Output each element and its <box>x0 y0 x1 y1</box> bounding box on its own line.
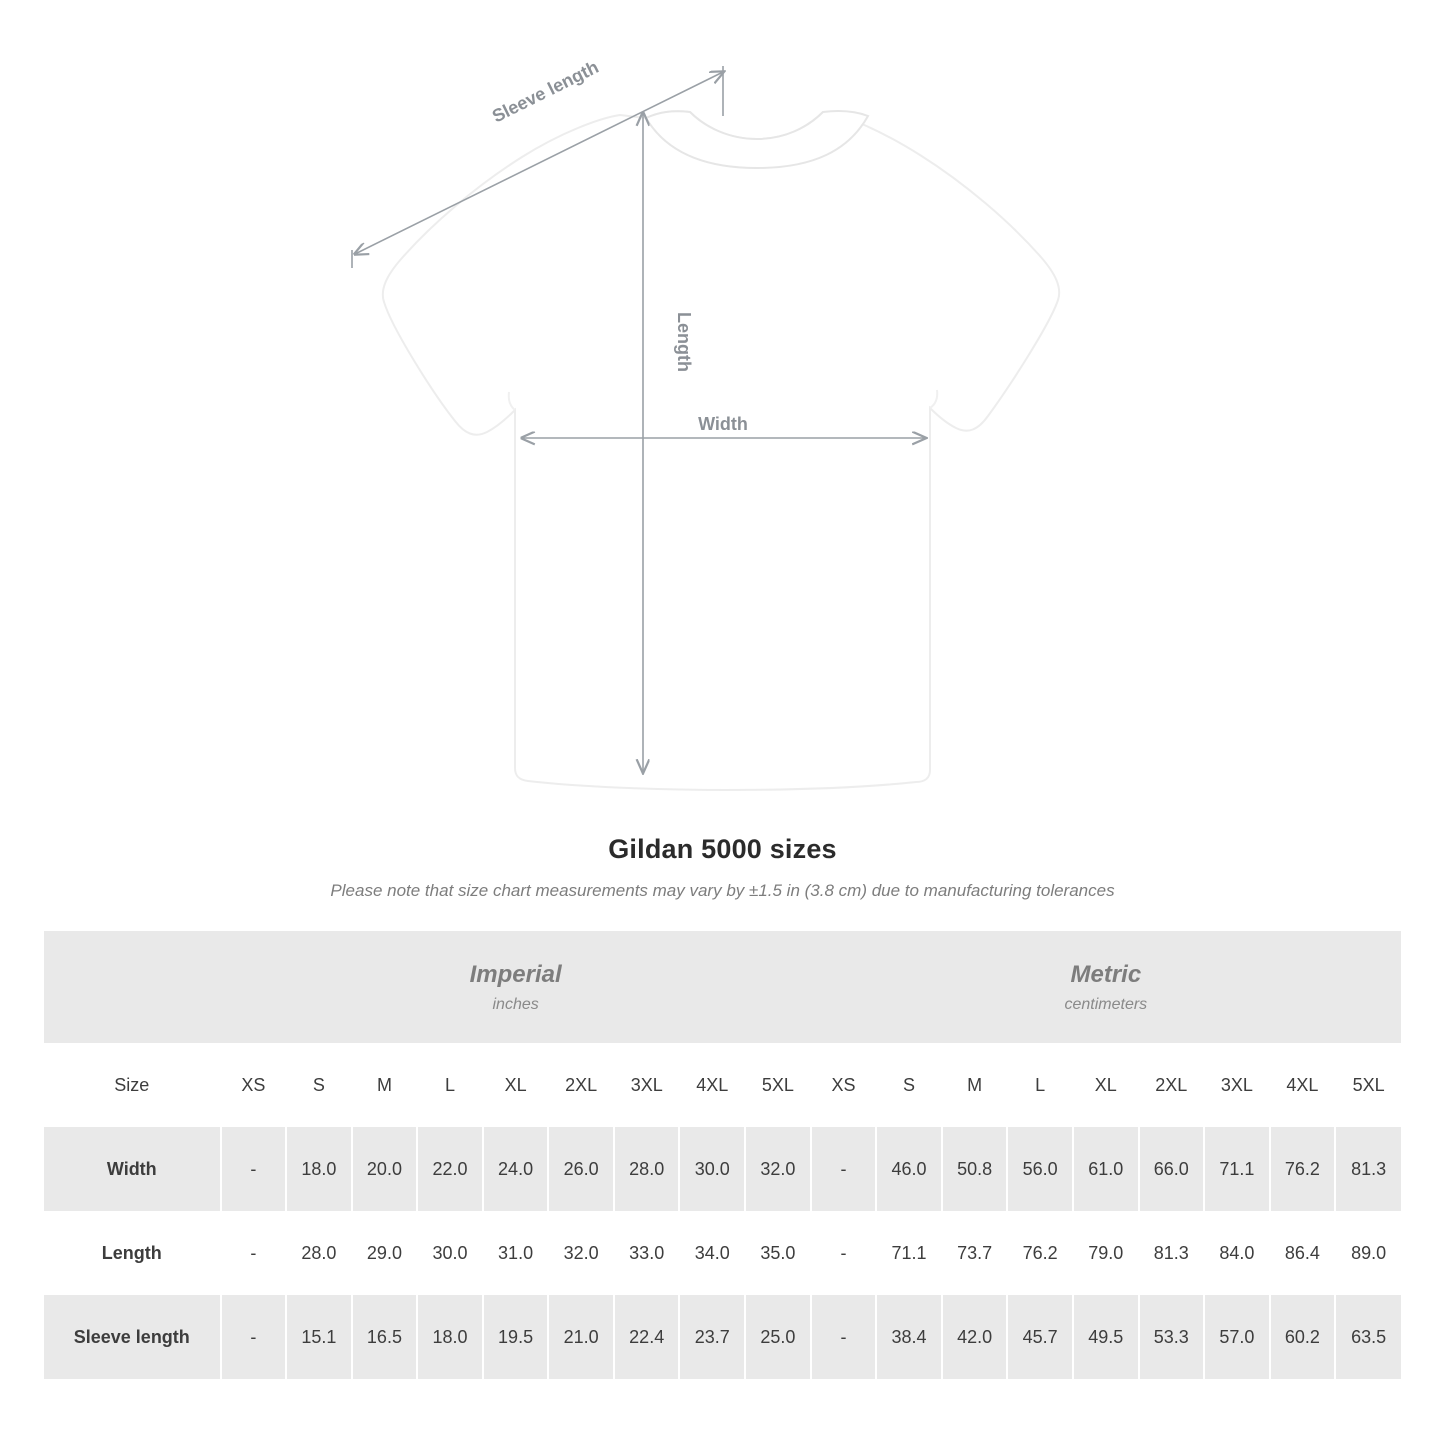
cell-width-met-1: 46.0 <box>876 1127 942 1211</box>
cell-width-met-4: 61.0 <box>1073 1127 1139 1211</box>
cell-width-met-8: 81.3 <box>1335 1127 1401 1211</box>
size-header-imp-5: 2XL <box>548 1043 614 1127</box>
cell-sleeve-met-2: 42.0 <box>942 1295 1008 1379</box>
size-header-met-6: 3XL <box>1204 1043 1270 1127</box>
size-header-met-1: S <box>876 1043 942 1127</box>
page-title: Gildan 5000 sizes <box>608 834 837 864</box>
unit-spacer <box>44 931 221 1043</box>
cell-length-imp-1: 28.0 <box>286 1211 352 1295</box>
cell-sleeve-imp-6: 22.4 <box>614 1295 680 1379</box>
cell-width-imp-1: 18.0 <box>286 1127 352 1211</box>
sleeve-length-label: Sleeve length <box>488 56 602 127</box>
size-table-wrapper <box>44 931 1401 1379</box>
tolerance-note: Please note that size chart measurements may vary by ±1.5 in (3.8 cm) due to manufacturing tolerances <box>330 881 1115 900</box>
size-header-met-5: 2XL <box>1139 1043 1205 1127</box>
size-header-met-2: M <box>942 1043 1008 1127</box>
cell-width-met-0: - <box>811 1127 877 1211</box>
size-header-met-0: XS <box>811 1043 877 1127</box>
cell-length-imp-7: 34.0 <box>679 1211 745 1295</box>
table-row <box>44 1127 1401 1211</box>
cell-length-imp-2: 29.0 <box>352 1211 418 1295</box>
size-header-imp-0: XS <box>221 1043 287 1127</box>
cell-sleeve-met-6: 57.0 <box>1204 1295 1270 1379</box>
size-header-met-7: 4XL <box>1270 1043 1336 1127</box>
cell-sleeve-imp-7: 23.7 <box>679 1295 745 1379</box>
cell-sleeve-met-0: - <box>811 1295 877 1379</box>
width-label: Width <box>698 414 748 434</box>
cell-sleeve-imp-1: 15.1 <box>286 1295 352 1379</box>
cell-length-imp-3: 30.0 <box>417 1211 483 1295</box>
unit-imperial-name: Imperial <box>469 960 562 988</box>
cell-width-imp-5: 26.0 <box>548 1127 614 1211</box>
size-header-imp-2: M <box>352 1043 418 1127</box>
table-row <box>44 1295 1401 1379</box>
cell-length-imp-8: 35.0 <box>745 1211 811 1295</box>
cell-sleeve-met-5: 53.3 <box>1139 1295 1205 1379</box>
unit-metric-name: Metric <box>1070 960 1142 988</box>
cell-length-met-1: 71.1 <box>876 1211 942 1295</box>
tshirt-silhouette <box>383 111 1059 790</box>
unit-metric <box>811 931 1401 1043</box>
table-row <box>44 1211 1401 1295</box>
row-label-length: Length <box>101 1242 162 1263</box>
cell-width-imp-4: 24.0 <box>483 1127 549 1211</box>
size-header-met-3: L <box>1007 1043 1073 1127</box>
cell-length-met-4: 79.0 <box>1073 1211 1139 1295</box>
cell-width-imp-0: - <box>221 1127 287 1211</box>
length-label: Length <box>674 312 694 372</box>
cell-length-imp-6: 33.0 <box>614 1211 680 1295</box>
unit-header-row <box>44 931 1401 1043</box>
cell-length-imp-0: - <box>221 1211 287 1295</box>
cell-width-met-6: 71.1 <box>1204 1127 1270 1211</box>
cell-sleeve-imp-4: 19.5 <box>483 1295 549 1379</box>
cell-width-met-5: 66.0 <box>1139 1127 1205 1211</box>
cell-width-met-7: 76.2 <box>1270 1127 1336 1211</box>
row-label-width: Width <box>44 1127 221 1211</box>
cell-length-met-2: 73.7 <box>942 1211 1008 1295</box>
cell-length-met-5: 81.3 <box>1139 1211 1205 1295</box>
cell-length-met-8: 89.0 <box>1335 1211 1401 1295</box>
size-chart-table <box>44 931 1401 1379</box>
unit-metric-sub: centimeters <box>1064 995 1148 1013</box>
cell-length-imp-4: 31.0 <box>483 1211 549 1295</box>
cell-sleeve-met-3: 45.7 <box>1007 1295 1073 1379</box>
cell-sleeve-met-8: 63.5 <box>1335 1295 1401 1379</box>
cell-sleeve-imp-2: 16.5 <box>352 1295 418 1379</box>
unit-imperial-sub: inches <box>492 995 539 1013</box>
size-header-imp-8: 5XL <box>745 1043 811 1127</box>
cell-width-imp-7: 30.0 <box>679 1127 745 1211</box>
cell-length-met-0: - <box>811 1211 877 1295</box>
cell-length-met-3: 76.2 <box>1007 1211 1073 1295</box>
size-label: Size <box>44 1043 221 1127</box>
size-header-row <box>44 1043 1401 1127</box>
unit-imperial <box>221 931 811 1043</box>
size-header-met-4: XL <box>1073 1043 1139 1127</box>
cell-length-imp-5: 32.0 <box>548 1211 614 1295</box>
cell-width-imp-2: 20.0 <box>352 1127 418 1211</box>
chart-header <box>0 834 1445 901</box>
size-header-imp-3: L <box>417 1043 483 1127</box>
cell-sleeve-imp-8: 25.0 <box>745 1295 811 1379</box>
row-label-sleeve-length: Sleeve length <box>44 1295 221 1379</box>
size-header-met-8: 5XL <box>1335 1043 1401 1127</box>
cell-width-imp-6: 28.0 <box>614 1127 680 1211</box>
cell-width-met-3: 56.0 <box>1007 1127 1073 1211</box>
cell-length-met-6: 84.0 <box>1204 1211 1270 1295</box>
size-header-imp-6: 3XL <box>614 1043 680 1127</box>
cell-width-imp-8: 32.0 <box>745 1127 811 1211</box>
cell-sleeve-imp-0: - <box>221 1295 287 1379</box>
size-header-imp-1: S <box>286 1043 352 1127</box>
size-header-imp-7: 4XL <box>679 1043 745 1127</box>
cell-sleeve-imp-5: 21.0 <box>548 1295 614 1379</box>
size-header-imp-4: XL <box>483 1043 549 1127</box>
cell-width-imp-3: 22.0 <box>417 1127 483 1211</box>
cell-sleeve-met-1: 38.4 <box>876 1295 942 1379</box>
cell-length-met-7: 86.4 <box>1270 1211 1336 1295</box>
cell-sleeve-met-7: 60.2 <box>1270 1295 1336 1379</box>
cell-sleeve-met-4: 49.5 <box>1073 1295 1139 1379</box>
cell-sleeve-imp-3: 18.0 <box>417 1295 483 1379</box>
cell-width-met-2: 50.8 <box>942 1127 1008 1211</box>
